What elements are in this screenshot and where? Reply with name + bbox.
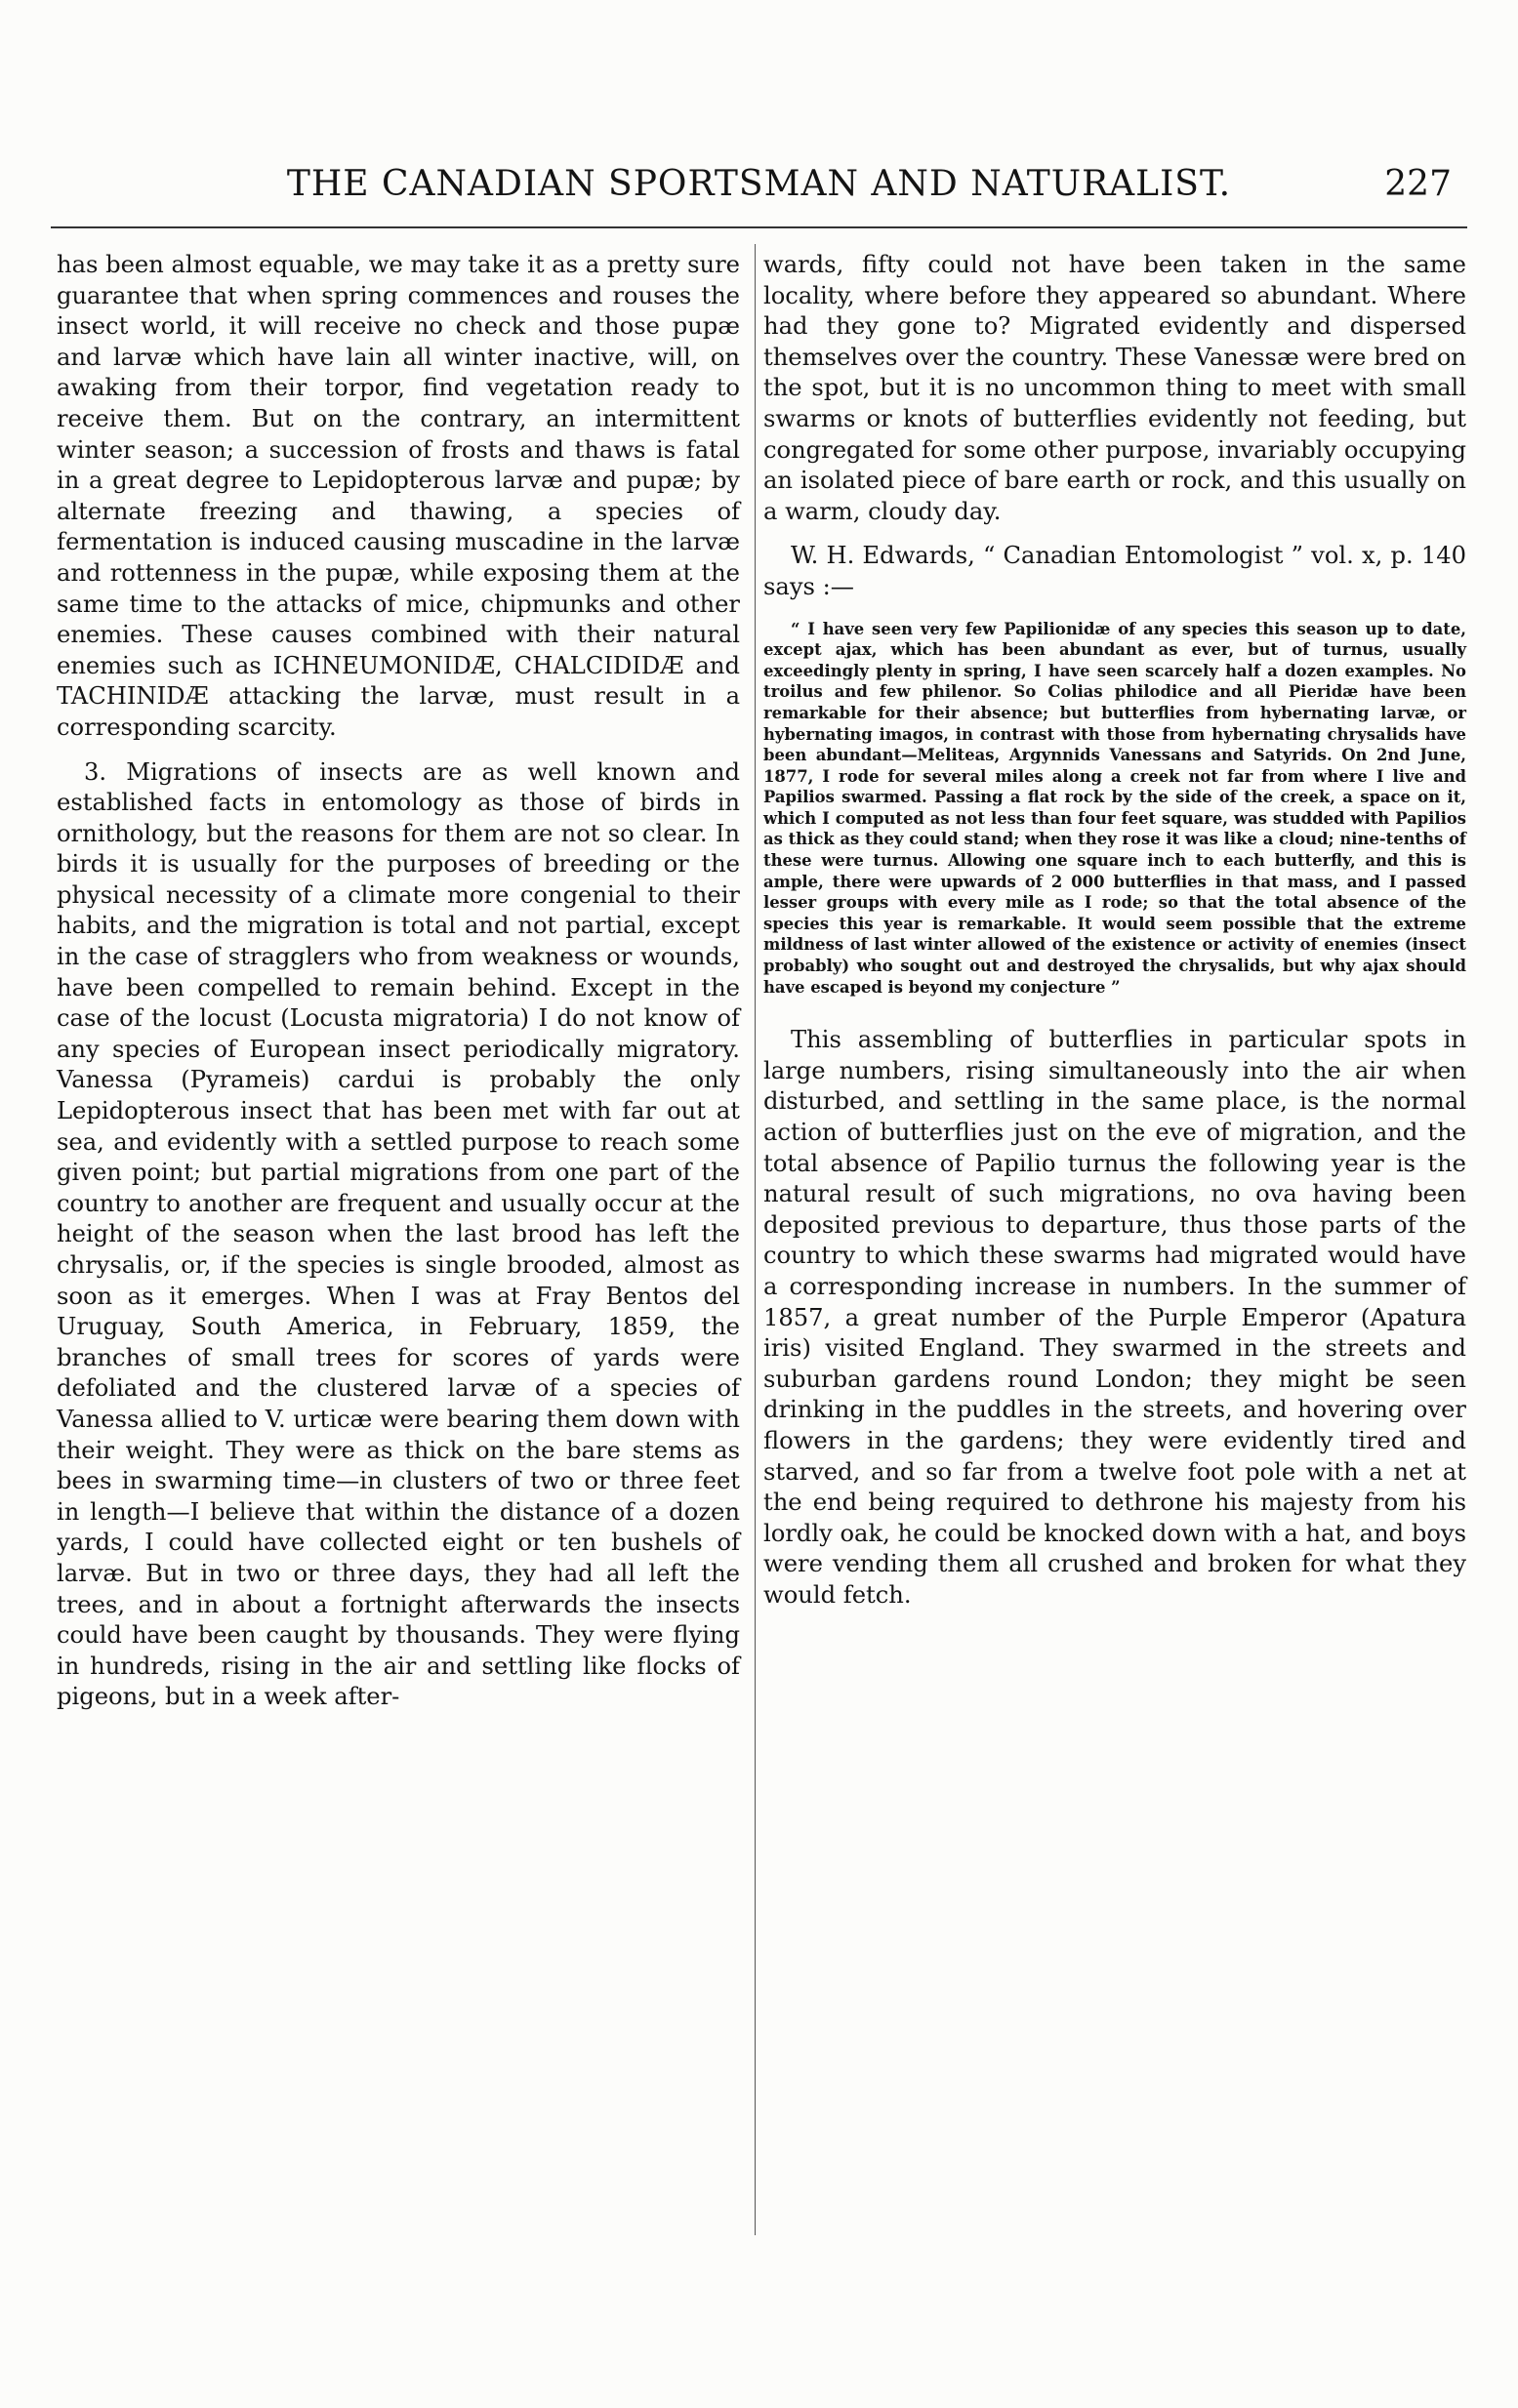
citation-line: W. H. Edwards, “ Canadian Entomologist ” vol. x, p. 140 says :— xyxy=(763,542,1466,600)
column-divider xyxy=(755,244,756,2235)
header-rule xyxy=(51,226,1467,228)
right-column xyxy=(763,250,1466,1612)
page-header xyxy=(59,164,1459,213)
block-quote: “ I have seen very few Papilionidæ of any species this season up to date, except ajax, which has been abundant as ever, but of turnus, usually exceedingly plenty in spring, I have seen scarcely half a dozen examples. No troilus and few philenor. So Colias philodice and all Pieridæ have been remarkable for their absence; but butterflies from hybernating larvæ, or hybernating imagos, in contrast with those from hybernating chrysalids have been abundant—Meliteas, Argynnids Vanessans and Satyrids. On 2nd June, 1877, I rode for several miles along a creek not far from where I live and Papilios swarmed. Passing a flat rock by the side of the creek, a space on it, which I computed as not less than four feet square, was studded with Papilios as thick as they could stand; when they rose it was like a cloud; nine-tenths of these were turnus. Allowing one square inch to each butterfly, and this is ample, there were upwards of 2 000 butterflies in that mass, and I passed lesser groups with every mile as I rode; so that the total absence of the species this year is remarkable. It would seem possible that the extreme mildness of last winter allowed of the existence or activity of enemies (insect probably) who sought out and destroyed the chrysalids, but why ajax should have escaped is beyond my conjecture ” xyxy=(763,619,1466,997)
paragraph: This assembling of butterflies in particular spots in large numbers, rising simultaneously into the air when disturbed, and settling in the same place, is the normal action of butterflies just on the eve of migration, and the total absence of Papilio turnus the following year is the natural result of such migrations, no ova having been deposited previous to departure, thus those parts of the country to which these swarms had migrated would have a corresponding increase in numbers. In the summer of 1857, a great number of the Purple Emperor (Apatura iris) visited England. They swarmed in the streets and suburban gardens round London; they might be seen drinking in the puddles in the streets, and hovering over flowers in the gardens; they were evidently tired and starved, and so far from a twelve foot pole with a net at the end being required to dethrone his majesty from his lordly oak, he could be knocked down with a hat, and boys were vending them all crushed and broken for what they would fetch. xyxy=(763,1026,1466,1609)
journal-title: THE CANADIAN SPORTSMAN AND NATURALIST. xyxy=(286,164,1232,204)
paragraph: has been almost equable, we may take it as a pretty sure guarantee that when spring commences and rouses the insect world, it will receive no check and those pupæ and larvæ which have lain all winter inactive, will, on awaking from their torpor, find vegetation ready to receive them. But on the contrary, an intermittent winter season; a succession of frosts and thaws is fatal in a great degree to Lepidopterous larvæ and pupæ; by alternate freezing and thawing, a species of fermentation is induced causing muscadine in the larvæ and rottenness in the pupæ, while exposing them at the same time to the attacks of mice, chipmunks and other enemies. These causes combined with their natural enemies such as ICHNEUMONIDÆ, CHALCIDIDÆ and TACHINIDÆ attacking the larvæ, must result in a corresponding scarcity. xyxy=(57,251,740,741)
paragraph: 3. Migrations of insects are as well known and established facts in entomology as those of birds in ornithology, but the reasons for them are not so clear. In birds it is usually for the purposes of breeding or the physical necessity of a climate more congenial to their habits, and the migration is total and not partial, except in the case of stragglers who from weakness or wounds, have been compelled to remain behind. Except in the case of the locust (Locusta migratoria) I do not know of any species of European insect periodically migratory. Vanessa (Pyrameis) cardui is probably the only Lepidopterous insect that has been met with far out at sea, and evidently with a settled purpose to reach some given point; but partial migrations from one part of the country to another are frequent and usually occur at the height of the season when the last brood has left the chrysalis, or, if the species is single brooded, almost as soon as it emerges. When I was at Fray Bentos del Uruguay, South America, in February, 1859, the branches of small trees for scores of yards were defoliated and the clustered larvæ of a species of Vanessa allied to V. urticæ were bearing them down with their weight. They were as thick on the bare stems as bees in swarming time—in clusters of two or three feet in length—I believe that within the distance of a dozen yards, I could have collected eight or ten bushels of larvæ. But in two or three days, they had all left the trees, and in about a fortnight afterwards the insects could have been caught by thousands. They were flying in hundreds, rising in the air and settling like flocks of pigeons, but in a week after- xyxy=(57,757,740,1711)
paragraph: wards, fifty could not have been taken in the same locality, where before they appeared so abundant. Where had they gone to? Migrated evidently and dispersed themselves over the country. These Vanessæ were bred on the spot, but it is no uncommon thing to meet with small swarms or knots of butterflies evidently not feeding, but congregated for some other purpose, invariably occupying an isolated piece of bare earth or rock, and this usually on a warm, cloudy day. xyxy=(763,251,1466,525)
left-column xyxy=(57,250,740,1713)
page-number: 227 xyxy=(1384,164,1452,204)
